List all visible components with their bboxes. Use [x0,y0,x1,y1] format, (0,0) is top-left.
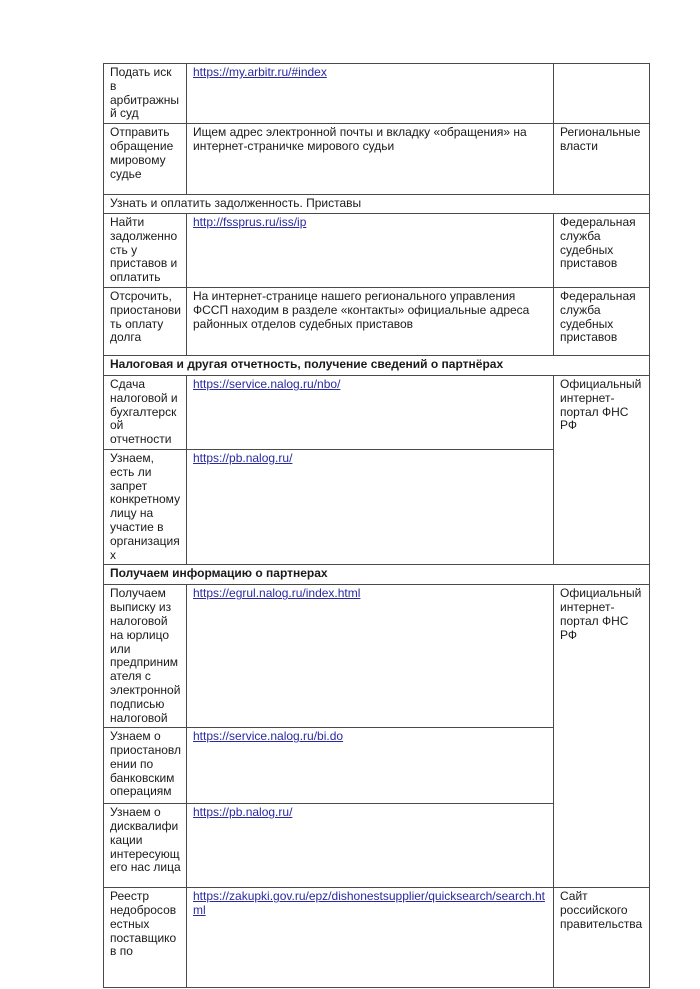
action-cell: Получаем выписку из налоговой на юрлицо или предпринимателя с электронной подписью налоговой [104,585,187,728]
method-cell [187,64,554,124]
method-cell: Ищем адрес электронной почты и вкладку «обращения» на интернет-страничке мирового судьи [187,124,554,195]
method-cell [187,804,554,888]
action-cell: Найти задолженность у приставов и оплатить [104,213,187,287]
table-row [104,585,650,728]
url-link[interactable]: https://zakupki.gov.ru/epz/dishonestsupplier/quicksearch/search.html [193,889,545,918]
table-row [104,64,650,124]
method-cell [187,888,554,988]
section-header-cell: Налоговая и другая отчетность, получение сведений о партнёрах [104,355,650,375]
url-link[interactable]: https://pb.nalog.ru/ [193,805,293,820]
section-row [104,565,650,585]
action-cell: Реестр недобросовестных поставщиков по [104,888,187,988]
method-cell [187,449,554,564]
action-cell: Подать иск в арбитражный суд [104,64,187,124]
authority-cell: Официальный интернет-портал ФНС РФ [554,585,650,888]
method-cell [187,213,554,287]
table-row [104,375,650,449]
url-link[interactable]: https://service.nalog.ru/bi.do [193,729,344,744]
method-cell [187,585,554,728]
url-link[interactable]: https://service.nalog.ru/nbo/ [193,376,341,391]
authority-cell: Федеральная служба судебных приставов [554,213,650,287]
method-cell [187,375,554,449]
table-row [104,287,650,355]
url-link[interactable]: https://egrul.nalog.ru/index.html [193,586,361,601]
action-cell: Узнаем о приостановлении по банковским операциям [104,728,187,804]
authority-cell [554,64,650,124]
url-link[interactable]: http://fssprus.ru/iss/ip [193,214,307,229]
authority-cell: Официальный интернет-портал ФНС РФ [554,375,650,564]
action-cell: Узнаем о дисквалификации интересующего нас лица [104,804,187,888]
url-link[interactable]: https://my.arbitr.ru/#index [193,65,327,79]
section-row [104,195,650,214]
table-row [104,124,650,195]
action-cell: Узнаем, есть ли запрет конкретному лицу на участие в организациях [104,449,187,564]
action-cell: Сдача налоговой и бухгалтерской отчетности [104,375,187,449]
authority-cell: Региональные власти [554,124,650,195]
section-header-cell: Получаем информацию о партнерах [104,565,650,585]
method-cell [187,728,554,804]
method-cell: На интернет-странице нашего регионального управления ФССП находим в разделе «контакты» официальные адреса районных отделов судебных приставов [187,287,554,355]
table-row [104,213,650,287]
section-row [104,355,650,375]
action-cell: Отправить обращение мировому судье [104,124,187,195]
authority-cell: Сайт российского правительства [554,888,650,988]
action-cell: Отсрочить, приостановить оплату долга [104,287,187,355]
url-link[interactable]: https://pb.nalog.ru/ [193,450,293,465]
table-row [104,888,650,988]
authority-cell: Федеральная служба судебных приставов [554,287,650,355]
links-table [103,63,650,988]
section-header-cell: Узнать и оплатить задолженность. Приставы [104,195,650,214]
